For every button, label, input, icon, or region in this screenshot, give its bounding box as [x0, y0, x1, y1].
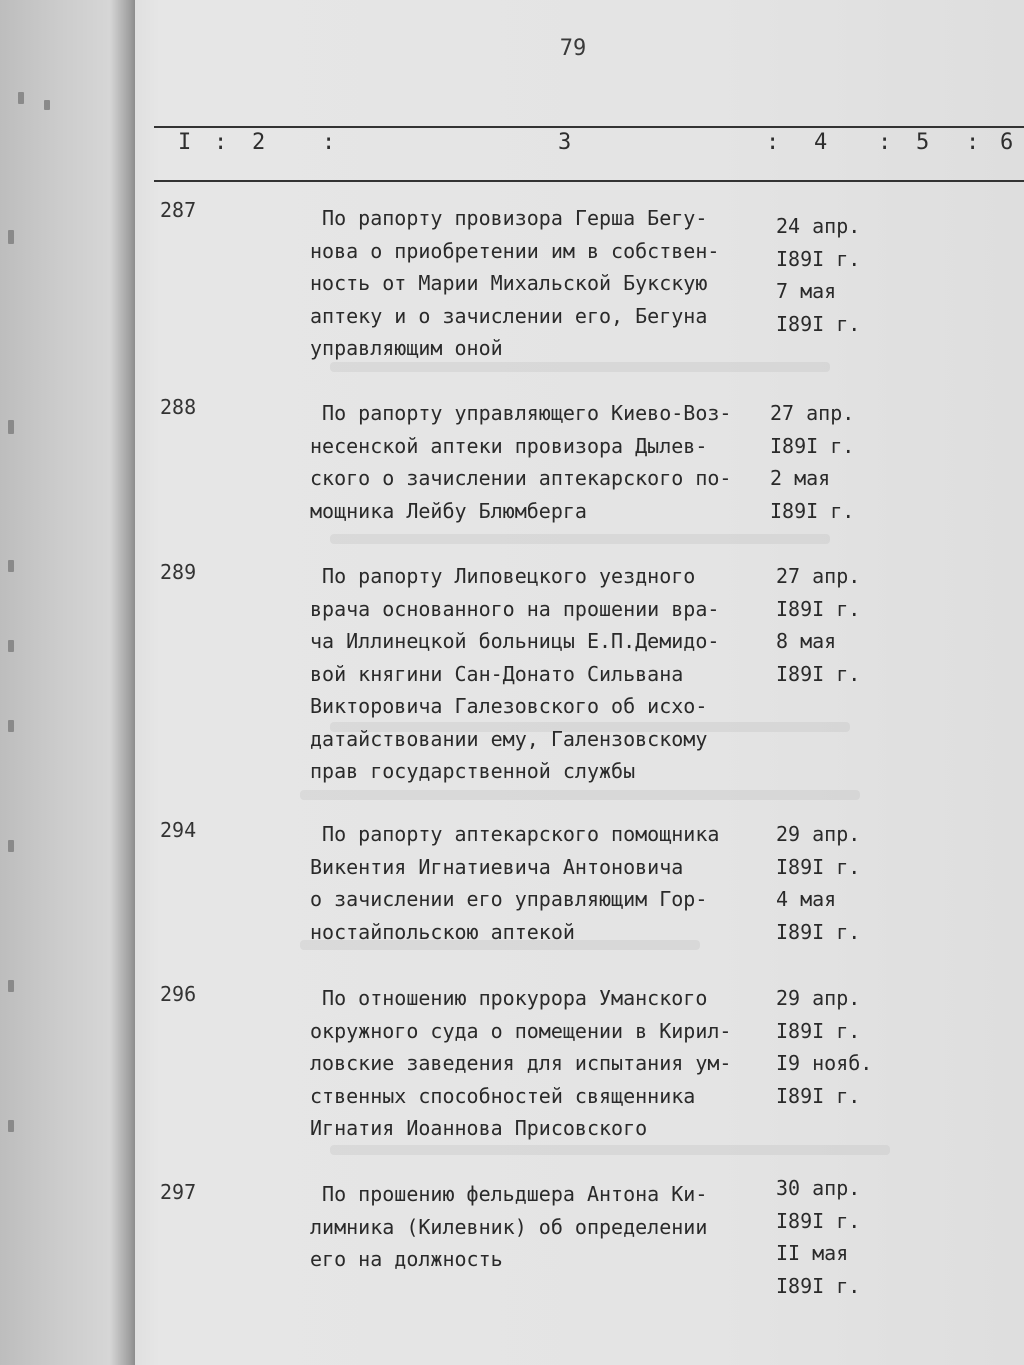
entry-dates: [776, 1172, 896, 1302]
date-line: 7 мая: [776, 279, 837, 303]
date-line: 30 апр.: [776, 1176, 861, 1200]
description-line: вой княгини Сан-Донато Сильвана: [310, 661, 684, 686]
column-header-4: 4: [814, 130, 828, 155]
column-header-1: I: [178, 130, 192, 155]
header-rule-bottom: [154, 180, 1024, 182]
description-line: По рапорту Липовецкого уездного: [310, 564, 696, 588]
column-header-sep: :: [322, 130, 336, 155]
date-line: II мая: [776, 1241, 849, 1265]
description-line: окружного суда о помещении в Кирил-: [310, 1018, 732, 1043]
date-line: I89I г.: [776, 854, 861, 879]
description-line: По рапорту аптекарского помощника: [310, 822, 720, 846]
date-line: I89I г.: [770, 498, 855, 523]
date-line: I89I г.: [770, 433, 855, 458]
description-line: несенской аптеки провизора Дылев-: [310, 433, 708, 458]
description-line: лимника (Килевник) об определении: [310, 1214, 708, 1239]
entry-description: [310, 818, 770, 948]
description-line: ского о зачислении аптекарского по-: [310, 466, 732, 490]
date-line: 29 апр.: [776, 822, 861, 846]
entry-description: [310, 202, 770, 365]
date-line: I89I г.: [776, 246, 861, 271]
description-line: Викентия Игнатиевича Антоновича: [310, 854, 684, 879]
entry-dates: [770, 397, 890, 527]
entry-number: 294: [160, 818, 197, 842]
date-line: I89I г.: [776, 311, 861, 336]
description-line: По отношению прокурора Уманского: [310, 986, 708, 1010]
date-line: I89I г.: [776, 919, 861, 944]
column-header-3: 3: [558, 130, 572, 155]
entry-dates: [776, 560, 896, 690]
description-line: ностайпольскою аптекой: [310, 919, 575, 944]
header-rule-top: [154, 126, 1024, 128]
entry-description: [310, 982, 770, 1145]
description-line: врача основанного на прошении вра-: [310, 596, 720, 621]
date-line: I89I г.: [776, 661, 861, 686]
entry-number: 288: [160, 395, 197, 419]
entry-description: [310, 1178, 770, 1276]
description-line: По рапорту провизора Герша Бегу-: [310, 206, 708, 230]
date-line: I89I г.: [776, 1083, 861, 1108]
description-line: о зачислении его управляющим Гор-: [310, 887, 708, 911]
entry-number: 296: [160, 982, 197, 1006]
description-line: Викторовича Галезовского об исхо-: [310, 694, 708, 718]
entry-number: 297: [160, 1180, 197, 1204]
date-line: 8 мая: [776, 629, 837, 653]
column-header-6: 6: [1000, 130, 1014, 155]
date-line: 29 апр.: [776, 986, 861, 1010]
column-header-sep: :: [766, 130, 780, 155]
description-line: аптеку и о зачислении его, Бегуна: [310, 303, 708, 328]
date-line: I89I г.: [776, 1273, 861, 1298]
column-header-2: 2: [252, 130, 266, 155]
date-line: 27 апр.: [776, 564, 861, 588]
entry-number: 289: [160, 560, 197, 584]
entry-number: 287: [160, 198, 197, 222]
entry-dates: [776, 818, 896, 948]
description-line: управляющим оной: [310, 336, 503, 360]
date-line: 4 мая: [776, 887, 837, 911]
date-line: I89I г.: [776, 1018, 861, 1043]
description-line: его на должность: [310, 1247, 503, 1271]
description-line: нова о приобретении им в собствен-: [310, 238, 720, 263]
date-line: I89I г.: [776, 596, 861, 621]
book-spine: [0, 0, 135, 1365]
entry-description: [310, 560, 770, 788]
date-line: I89I г.: [776, 1208, 861, 1233]
entry-dates: [776, 982, 896, 1112]
date-line: 27 апр.: [770, 401, 855, 425]
description-line: ственных способностей священника: [310, 1083, 696, 1108]
column-header-sep: :: [214, 130, 228, 155]
column-header-sep: :: [878, 130, 892, 155]
column-header-5: 5: [916, 130, 930, 155]
description-line: ловские заведения для испытания ум-: [310, 1051, 732, 1075]
entry-dates: [776, 210, 896, 340]
description-line: мощника Лейбу Блюмберга: [310, 498, 587, 523]
description-line: ча Иллинецкой больницы Е.П.Демидо-: [310, 629, 720, 653]
description-line: датайствовании ему, Галензовскому: [310, 726, 708, 751]
column-header-sep: :: [966, 130, 980, 155]
page-number: 79: [559, 36, 587, 61]
description-line: ность от Марии Михальской Букскую: [310, 271, 708, 295]
date-line: 2 мая: [770, 466, 831, 490]
description-line: Игнатия Иоаннова Присовского: [310, 1116, 648, 1140]
description-line: прав государственной службы: [310, 759, 636, 783]
description-line: По прошению фельдшера Антона Ки-: [310, 1182, 708, 1206]
date-line: 24 апр.: [776, 214, 861, 238]
date-line: I9 нояб.: [776, 1051, 873, 1075]
entry-description: [310, 397, 770, 527]
description-line: По рапорту управляющего Киево-Воз-: [310, 401, 732, 425]
